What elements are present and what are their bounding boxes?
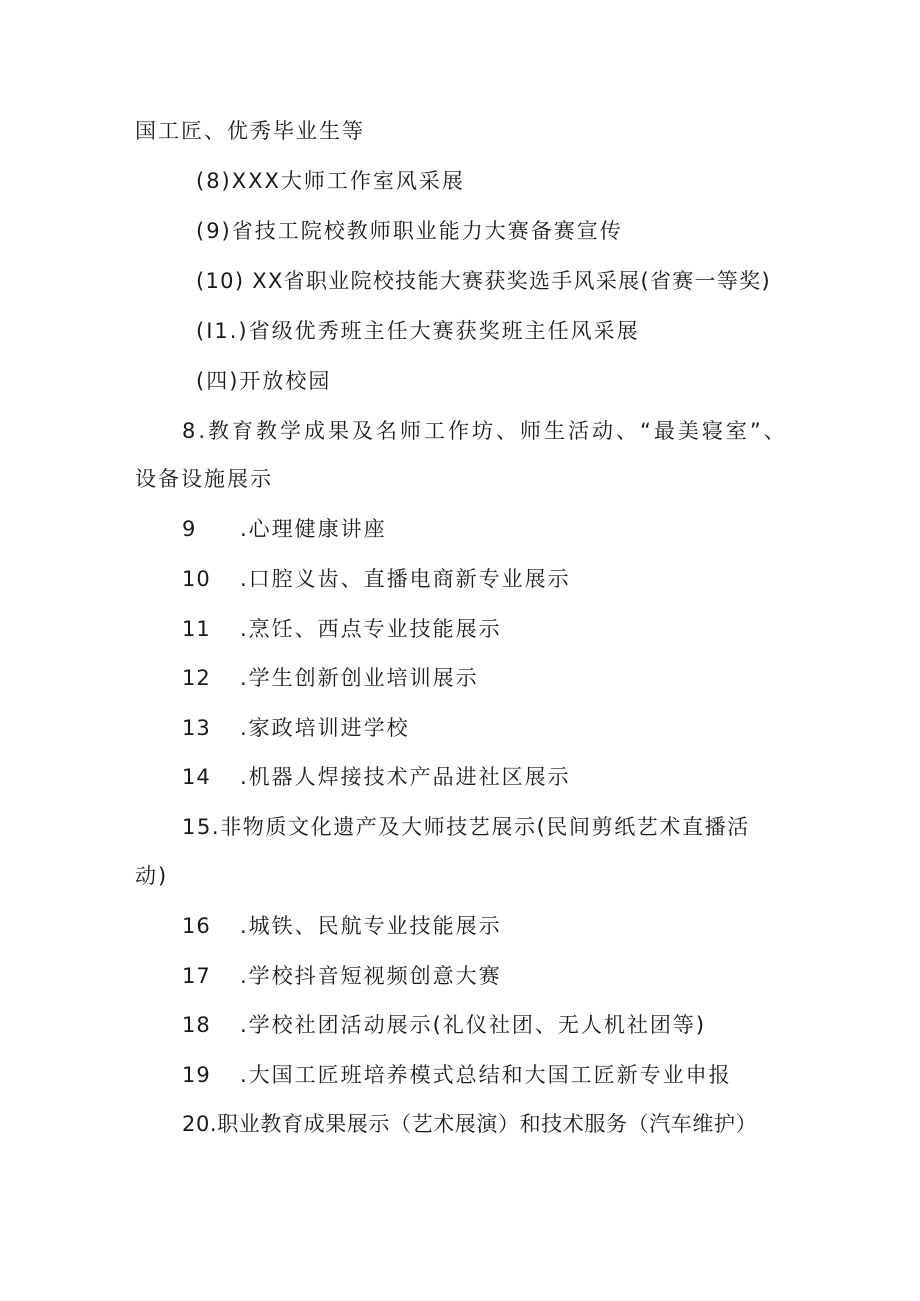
paragraph-line: 8.教育教学成果及名师工作坊、师生活动、“最美寝室”、 <box>182 419 788 443</box>
list-item: .城铁、民航专业技能展示 <box>240 914 502 938</box>
paragraph-line: (10) XX省职业院校技能大赛获奖选手风采展(省赛一等奖) <box>196 269 771 293</box>
list-item-number: 10 <box>182 567 211 591</box>
paragraph-line: 国工匠、优秀毕业生等 <box>135 119 365 143</box>
list-item-number: 13 <box>182 716 211 740</box>
paragraph-line: 设备设施展示 <box>135 467 273 491</box>
list-item: 15.非物质文化遗产及大师技艺展示(民间剪纸艺术直播活 <box>182 815 750 839</box>
list-item-number: 14 <box>182 765 211 789</box>
list-item-continuation: 动) <box>135 864 169 888</box>
list-item-number: 12 <box>182 666 211 690</box>
list-item: 20.职业教育成果展示（艺术展演）和技术服务（汽车维护） <box>182 1112 758 1136</box>
list-item: .家政培训进学校 <box>240 716 410 740</box>
list-item-number: 19 <box>182 1063 211 1087</box>
list-item-number: 11 <box>182 617 211 641</box>
list-item: .学校抖音短视频创意大赛 <box>240 964 502 988</box>
paragraph-line: (8)XXX大师工作室风采展 <box>196 169 465 193</box>
paragraph-line: (I1.)省级优秀班主任大赛获奖班主任风采展 <box>196 319 640 343</box>
list-item-number: 18 <box>182 1013 211 1037</box>
list-item-number: 9 <box>182 517 197 541</box>
list-item: .学校社团活动展示(礼仪社团、无人机社团等) <box>240 1013 707 1037</box>
list-item-number: 17 <box>182 964 211 988</box>
list-item: .机器人焊接技术产品进社区展示 <box>240 765 571 789</box>
list-item: .口腔义齿、直播电商新专业展示 <box>240 567 571 591</box>
list-item: .心理健康讲座 <box>240 517 387 541</box>
section-heading: (四)开放校园 <box>196 369 332 393</box>
paragraph-line: (9)省技工院校教师职业能力大赛备赛宣传 <box>196 219 623 243</box>
list-item: .学生创新创业培训展示 <box>240 666 479 690</box>
list-item: .大国工匠班培养模式总结和大国工匠新专业申报 <box>240 1063 732 1087</box>
list-item: .烹饪、西点专业技能展示 <box>240 617 502 641</box>
list-item-number: 16 <box>182 914 211 938</box>
